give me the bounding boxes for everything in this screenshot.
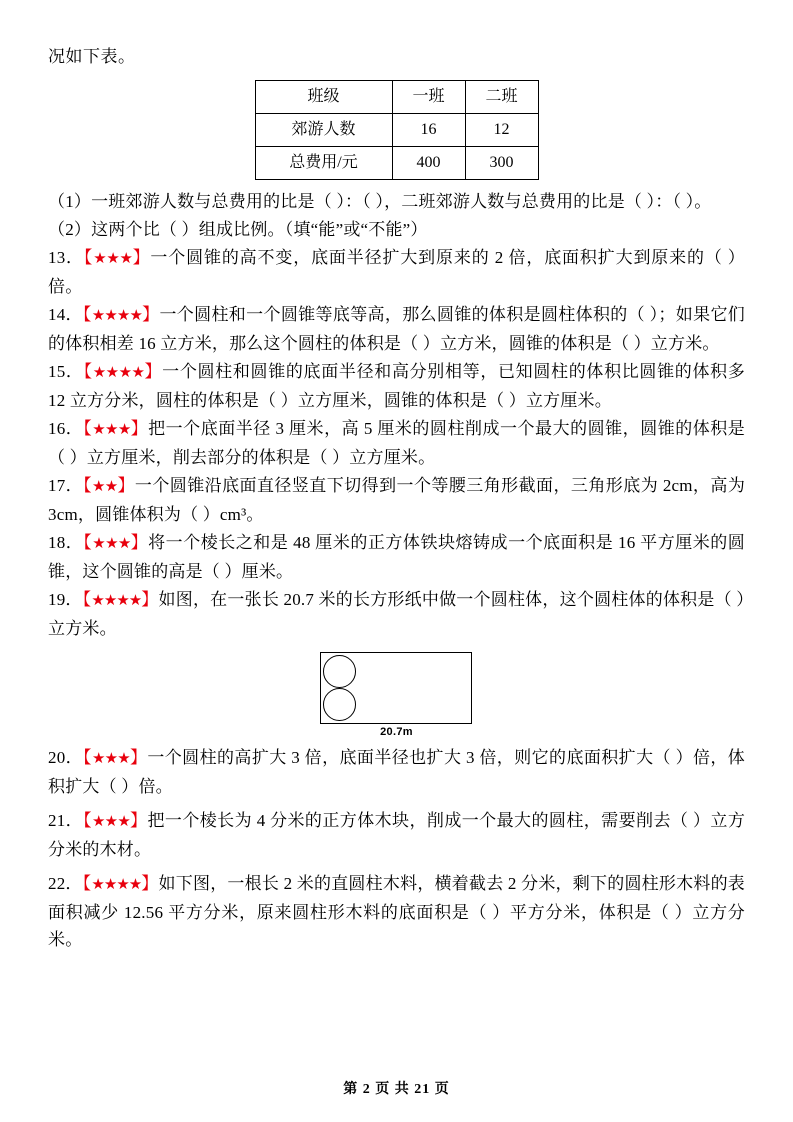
question-21-text: 把一个棱长为 4 分米的正方体木块，削成一个最大的圆柱，需要削去（ ）立方分米的木材。 <box>48 811 746 859</box>
difficulty-stars: ★★★★ <box>91 308 143 324</box>
question-sub-1-text: （1）一班郊游人数与总费用的比是（ ）：（ ），二班郊游人数与总费用的比是（ ）：（ ）。 <box>48 192 712 211</box>
question-19-text: 如图，在一张长 20.7 米的长方形纸中做一个圆柱体，这个圆柱体的体积是（ ）立方米。 <box>48 590 746 638</box>
bracket-close: 】 <box>130 811 148 830</box>
bracket-close: 】 <box>142 305 160 324</box>
table-cell-row2-label: 总费用/元 <box>255 147 392 180</box>
difficulty-stars: ★★★★ <box>91 877 142 893</box>
question-22-text: 如下图，一根长 2 米的直圆柱木料，横着截去 2 分米，剩下的圆柱形木料的表面积减少 12.56 平方分米，原来圆柱形木料的底面积是（ ）平方分米，体积是（ ）立方分米。 <box>48 874 745 949</box>
question-16-number: 16． <box>48 419 84 438</box>
question-21 <box>48 807 745 863</box>
bracket-open: 【 <box>83 748 92 767</box>
table-cell-header-c1: 一班 <box>392 81 465 114</box>
circle-top-shape <box>323 655 356 688</box>
figure-caption: 20.7m <box>380 726 413 738</box>
question-15-number: 15． <box>48 362 84 381</box>
difficulty-stars: ★★★★ <box>92 365 145 381</box>
question-14-number: 14． <box>48 305 83 324</box>
question-16-text: 把一个底面半径 3 厘米，高 5 厘米的圆柱削成一个最大的圆锥，圆锥的体积是（ ）立方厘米，削去部分的体积是（ ）立方厘米。 <box>48 419 745 467</box>
bracket-close: 】 <box>132 248 151 267</box>
bracket-open: 【 <box>83 248 94 267</box>
question-13 <box>48 244 745 300</box>
question-18-number: 18． <box>48 533 84 552</box>
bracket-close: 】 <box>117 476 135 495</box>
bracket-close: 】 <box>141 590 159 609</box>
question-sub-1 <box>48 188 745 215</box>
survey-table-wrapper <box>48 80 745 180</box>
bracket-close: 】 <box>130 533 149 552</box>
survey-table <box>255 80 539 180</box>
difficulty-stars: ★★★ <box>92 536 131 552</box>
bracket-close: 】 <box>144 362 163 381</box>
difficulty-stars: ★★★★ <box>91 593 142 609</box>
question-20-number: 20． <box>48 748 84 767</box>
table-row <box>255 114 538 147</box>
question-sub-2-text: （2）这两个比（ ）组成比例。（填“能”或“不能”） <box>48 220 428 239</box>
table-cell-header-label: 班级 <box>255 81 392 114</box>
bracket-open: 【 <box>82 874 92 893</box>
question-21-number: 21． <box>48 811 84 830</box>
question-16 <box>48 415 745 471</box>
question-18 <box>48 529 745 585</box>
question-15-text: 一个圆柱和圆锥的底面半径和高分别相等，已知圆柱的体积比圆锥的体积多 12 立方分米，圆柱的体积是（ ）立方厘米，圆锥的体积是（ ）立方厘米。 <box>48 362 746 410</box>
cylinder-figure-wrapper <box>48 652 745 738</box>
bracket-close: 】 <box>129 748 148 767</box>
question-18-text: 将一个棱长之和是 48 厘米的正方体铁块熔铸成一个底面积是 16 平方厘米的圆锥，这个圆锥的高是（ ）厘米。 <box>48 533 746 581</box>
table-cell-row1-c2: 12 <box>465 114 538 147</box>
question-20 <box>48 744 745 800</box>
bracket-open: 【 <box>82 590 92 609</box>
bracket-open: 【 <box>83 362 93 381</box>
question-17-text: 一个圆锥沿底面直径竖直下切得到一个等腰三角形截面，三角形底为 2cm，高为 3cm，圆锥体积为（ ）cm³。 <box>48 476 746 524</box>
question-14-text: 一个圆柱和一个圆锥等底等高，那么圆锥的体积是圆柱体积的（ ）；如果它们的体积相差 16 立方米，那么这个圆柱的体积是（ ）立方米，圆锥的体积是（ ）立方米。 <box>48 305 745 353</box>
table-cell-row1-c1: 16 <box>392 114 465 147</box>
bracket-open: 【 <box>83 419 93 438</box>
bracket-close: 】 <box>130 419 149 438</box>
bracket-open: 【 <box>83 533 93 552</box>
bracket-close: 】 <box>141 874 159 893</box>
table-cell-row2-c2: 300 <box>465 147 538 180</box>
bracket-open: 【 <box>83 811 92 830</box>
difficulty-stars: ★★★ <box>92 814 131 830</box>
bracket-open: 【 <box>82 305 92 324</box>
question-22 <box>48 870 745 953</box>
question-19-number: 19． <box>48 590 83 609</box>
table-row <box>255 81 538 114</box>
circle-bottom-shape <box>323 688 356 721</box>
question-13-text: 一个圆锥的高不变，底面半径扩大到原来的 2 倍，底面积扩大到原来的（ ）倍。 <box>48 248 746 296</box>
question-14 <box>48 301 745 357</box>
difficulty-stars: ★★ <box>92 479 118 495</box>
question-19 <box>48 586 745 642</box>
bracket-open: 【 <box>83 476 93 495</box>
page-footer: 第 2 页 共 21 页 <box>343 1082 450 1097</box>
difficulty-stars: ★★★ <box>92 422 131 438</box>
difficulty-stars: ★★★ <box>93 251 133 267</box>
table-row <box>255 147 538 180</box>
table-cell-header-c2: 二班 <box>465 81 538 114</box>
intro-line: 况如下表。 <box>48 47 136 66</box>
question-22-number: 22． <box>48 874 83 893</box>
question-15 <box>48 358 745 414</box>
cylinder-figure <box>320 652 474 738</box>
question-13-number: 13． <box>48 248 84 267</box>
question-17 <box>48 472 745 528</box>
difficulty-stars: ★★★ <box>91 751 130 767</box>
question-17-number: 17． <box>48 476 84 495</box>
table-cell-row1-label: 郊游人数 <box>255 114 392 147</box>
table-cell-row2-c1: 400 <box>392 147 465 180</box>
question-sub-2 <box>48 216 745 243</box>
question-20-text: 一个圆柱的高扩大 3 倍，底面半径也扩大 3 倍，则它的底面积扩大（ ）倍，体积扩大（ ）倍。 <box>48 748 746 796</box>
rectangle-shape <box>320 652 472 724</box>
